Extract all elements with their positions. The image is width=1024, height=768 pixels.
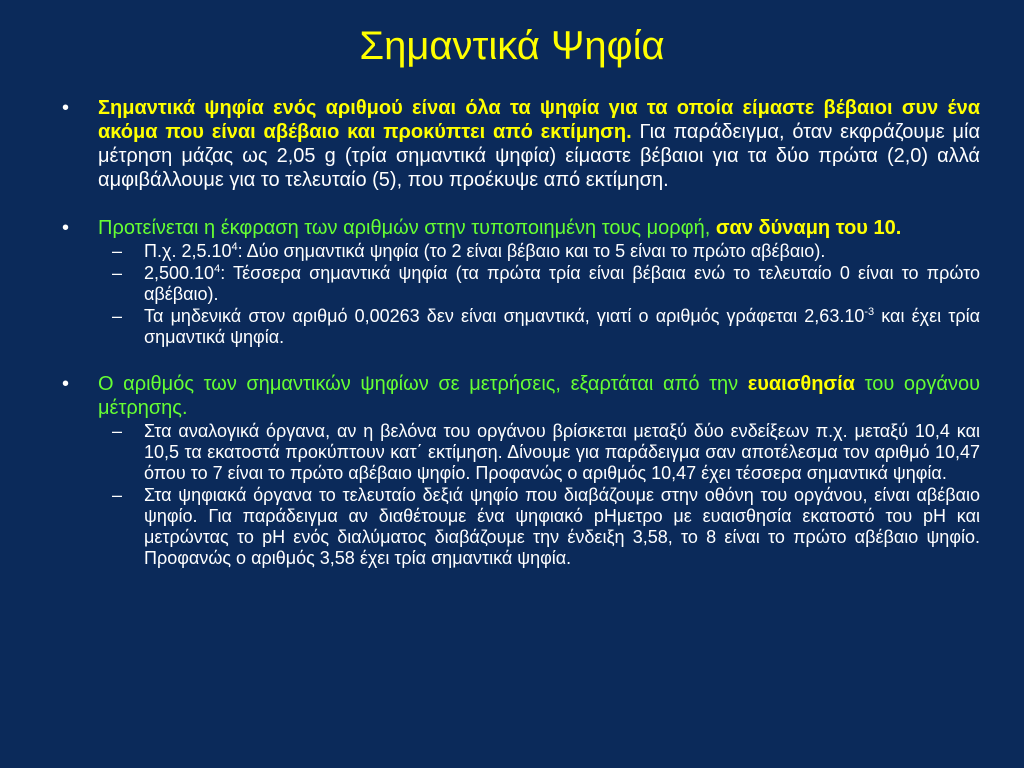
bullet-marker: • bbox=[62, 217, 70, 239]
sub-item-post: : Τέσσερα σημαντικά ψηφία (τα πρώτα τρία είναι βέβαια ενώ το τελευταίο 0 είναι το πρώτο αβέβαιο). bbox=[144, 263, 980, 304]
bullet-marker: • bbox=[62, 97, 70, 119]
slide-title: Σημαντικά Ψηφία bbox=[359, 24, 665, 68]
sub-item-analog-instruments bbox=[62, 421, 980, 484]
sub-item-text: Στα αναλογικά όργανα, αν η βελόνα του οργάνου βρίσκεται μεταξύ δύο ενδείξεων π.χ. μεταξύ 10,4 και 10,5 τα εκατοστά προκύπτουν κατ΄ εκτίμηση. Δίνουμε για παράδειγμα σαν αποτέλεσμα τον αριθμό 10,47 όπου το 7 είναι το πρώτο αβέβαιο ψηφίο. Προφανώς ο αριθμός 10,47 έχει τέσσερα σημαντικά ψηφία. bbox=[144, 421, 980, 483]
definition-example-text: Για παράδειγμα, όταν εκφράζουμε μία μέτρηση μάζας ως 2,05 g (τρία σημαντικά ψηφία) είμαστε βέβαιοι για τα δύο πρώτα (2,0) αλλά αμφιβάλλουμε για το τελευταίο (5), που προέκυψε από εκτίμηση. bbox=[98, 121, 981, 191]
exponent: 4 bbox=[231, 241, 238, 253]
sub-marker: – bbox=[112, 263, 123, 283]
bullet-definition bbox=[62, 96, 980, 192]
sub-item-example-3 bbox=[62, 306, 980, 348]
notation-bold-text: σαν δύναμη του 10. bbox=[715, 217, 902, 239]
sub-marker: – bbox=[112, 241, 123, 261]
sub-item-text: Στα ψηφιακά όργανα το τελευταίο δεξιά ψηφίο που διαβάζουμε στην οθόνη του οργάνου, είναι αβέβαιο ψηφίο. Για παράδειγμα αν διαθέτουμε ένα ψηφιακό pΗμετρο με ευαισθησία εκατοστό του pH και μετρώντας το pH ενός διαλύματος διαβάζουμε την ένδειξη 3,58, το 8 είναι το πρώτο αβέβαιο ψηφίο. Προφανώς ο αριθμός 3,58 έχει τρία σημαντικά ψηφία. bbox=[144, 485, 980, 568]
sensitivity-tail-text: του οργάνου μέτρησης. bbox=[98, 373, 981, 419]
bullet-scientific-notation bbox=[62, 216, 980, 240]
sub-item-pre: 2,500.10 bbox=[144, 263, 215, 283]
sub-item-example-1 bbox=[62, 241, 980, 262]
sub-item-example-2 bbox=[62, 263, 980, 305]
bullet-marker: • bbox=[62, 373, 70, 395]
slide-content bbox=[62, 96, 980, 569]
sensitivity-bold-text: ευαισθησία bbox=[747, 373, 855, 395]
bullet-sensitivity bbox=[62, 372, 980, 420]
sub-marker: – bbox=[112, 485, 123, 505]
exponent: 4 bbox=[214, 263, 221, 275]
definition-bold-text: Σημαντικά ψηφία ενός αριθμού είναι όλα τα ψηφία για τα οποία είμαστε βέβαιοι συν ένα ακόμα που είναι αβέβαιο και προκύπτει από εκτίμηση. bbox=[98, 97, 980, 143]
sub-item-pre: Π.χ. 2,5.10 bbox=[144, 241, 232, 261]
sub-item-post: : Δύο σημαντικά ψηφία (το 2 είναι βέβαιο και το 5 είναι το πρώτο αβέβαιο). bbox=[237, 241, 826, 261]
notation-lead-text: Προτείνεται η έκφραση των αριθμών στην τυποποιημένη τους μορφή, bbox=[98, 217, 716, 239]
sensitivity-lead-text: Ο αριθμός των σημαντικών ψηφίων σε μετρήσεις, εξαρτάται από την bbox=[98, 373, 748, 395]
sub-item-post: και έχει τρία σημαντικά ψηφία. bbox=[144, 306, 980, 347]
sub-item-digital-instruments bbox=[62, 485, 980, 569]
sub-marker: – bbox=[112, 421, 123, 441]
sub-marker: – bbox=[112, 306, 123, 326]
sub-item-pre: Τα μηδενικά στον αριθμό 0,00263 δεν είναι σημαντικά, γιατί ο αριθμός γράφεται 2,63.10 bbox=[144, 306, 865, 326]
exponent: -3 bbox=[864, 306, 875, 318]
